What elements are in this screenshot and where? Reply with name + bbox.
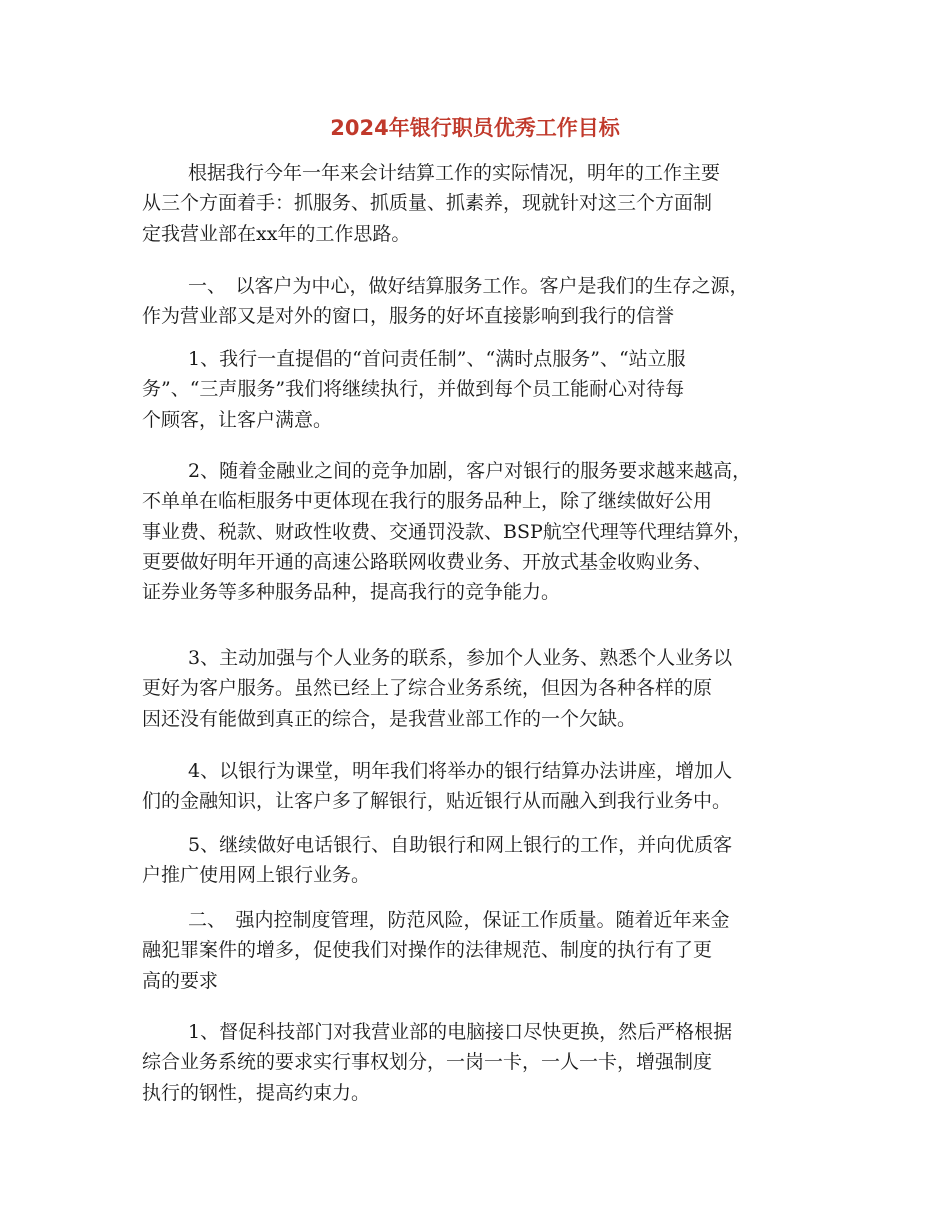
paragraph-line: 事业费、税款、财政性收费、交通罚没款、BSP航空代理等代理结算外， bbox=[142, 520, 752, 543]
paragraph-line: 融犯罪案件的增多，促使我们对操作的法律规范、制度的执行有了更 bbox=[142, 939, 713, 962]
document-title: 2024年银行职员优秀工作目标 bbox=[330, 116, 620, 140]
paragraph-line: 们的金融知识，让客户多了解银行，贴近银行从而融入到我行业务中。 bbox=[142, 790, 732, 813]
paragraph-item-1-5 bbox=[142, 830, 822, 891]
paragraph-line: 更要做好明年开通的高速公路联网收费业务、开放式基金收购业务、 bbox=[142, 550, 713, 573]
paragraph-line: 5、继续做好电话银行、自助银行和网上银行的工作，并向优质客 bbox=[188, 834, 733, 856]
paragraph-line: 高的要求 bbox=[142, 969, 219, 992]
paragraph-section-one bbox=[142, 271, 822, 332]
paragraph-line: 务”、“三声服务”我们将继续执行，并做到每个员工能耐心对待每 bbox=[142, 378, 685, 401]
paragraph-section-two bbox=[142, 905, 822, 996]
paragraph-line: 户推广使用网上银行业务。 bbox=[142, 864, 371, 887]
paragraph-line: 不单单在临柜服务中更体现在我行的服务品种上，除了继续做好公用 bbox=[142, 490, 713, 513]
paragraph-line: 证券业务等多种服务品种，提高我行的竞争能力。 bbox=[142, 581, 561, 604]
paragraph-item-1-3 bbox=[142, 643, 822, 734]
paragraph-item-1-2 bbox=[142, 456, 822, 607]
paragraph-line: 因还没有能做到真正的综合，是我营业部工作的一个欠缺。 bbox=[142, 707, 637, 730]
paragraph-line: 根据我行今年一年来会计结算工作的实际情况，明年的工作主要 bbox=[188, 162, 721, 184]
paragraph-line: 4、以银行为课堂，明年我们将举办的银行结算办法讲座，增加人 bbox=[188, 760, 733, 782]
paragraph-line: 个顾客，让客户满意。 bbox=[142, 408, 333, 431]
paragraph-line: 定我营业部在xx年的工作思路。 bbox=[142, 222, 411, 245]
paragraph-line: 综合业务系统的要求实行事权划分，一岗一卡，一人一卡，增强制度 bbox=[142, 1051, 713, 1074]
paragraph-line: 执行的钢性，提高约束力。 bbox=[142, 1081, 371, 1104]
paragraph-item-2-1 bbox=[142, 1017, 822, 1108]
paragraph-line: 1、督促科技部门对我营业部的电脑接口尽快更换，然后严格根据 bbox=[188, 1021, 733, 1043]
paragraph-line: 1、我行一直提倡的“首问责任制”、“满时点服务”、“站立服 bbox=[188, 348, 686, 370]
paragraph-item-1-4 bbox=[142, 756, 822, 817]
paragraph-line: 二、 强内控制度管理，防范风险，保证工作质量。随着近年来金 bbox=[188, 909, 730, 931]
paragraph-item-1-1 bbox=[142, 344, 822, 435]
paragraph-line: 从三个方面着手：抓服务、抓质量、抓素养，现就针对这三个方面制 bbox=[142, 192, 713, 215]
paragraph-line: 2、随着金融业之间的竞争加剧，客户对银行的服务要求越来越高， bbox=[188, 460, 752, 482]
paragraph-line: 3、主动加强与个人业务的联系，参加个人业务、熟悉个人业务以 bbox=[188, 647, 733, 669]
paragraph-line: 作为营业部又是对外的窗口，服务的好坏直接影响到我行的信誉 bbox=[142, 305, 675, 328]
paragraph-line: 一、 以客户为中心，做好结算服务工作。客户是我们的生存之源， bbox=[188, 275, 749, 297]
paragraph-intro bbox=[142, 158, 822, 249]
paragraph-line: 更好为客户服务。虽然已经上了综合业务系统，但因为各种各样的原 bbox=[142, 677, 713, 700]
